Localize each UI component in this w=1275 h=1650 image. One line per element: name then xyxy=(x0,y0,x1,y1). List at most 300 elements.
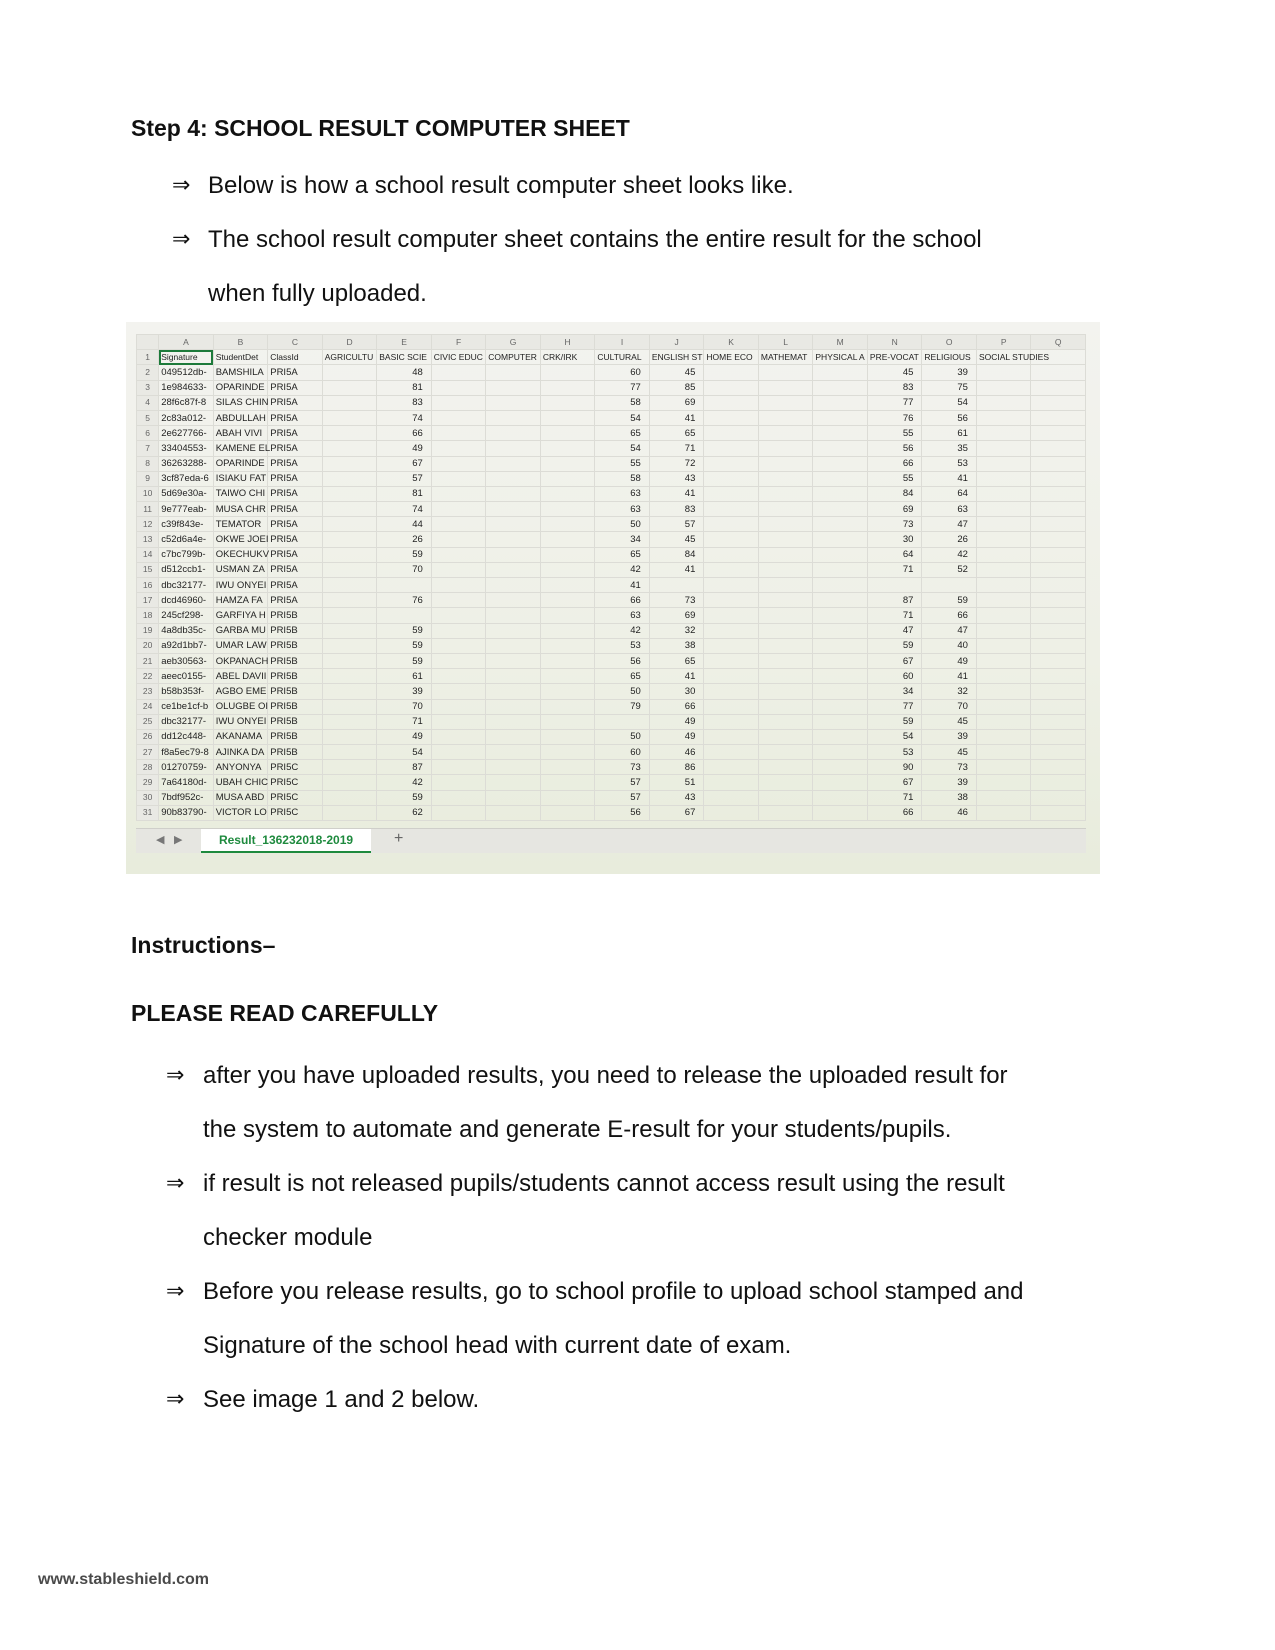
sheet-cell[interactable] xyxy=(704,638,759,653)
sheet-cell[interactable] xyxy=(704,395,759,410)
sheet-cell[interactable] xyxy=(322,745,377,760)
sheet-cell[interactable] xyxy=(704,562,759,577)
sheet-cell[interactable] xyxy=(540,380,595,395)
sheet-cell[interactable] xyxy=(322,578,377,593)
column-letter[interactable] xyxy=(137,335,159,350)
sheet-cell[interactable] xyxy=(322,395,377,410)
sheet-cell[interactable]: 54 xyxy=(867,729,922,744)
sheet-cell[interactable]: 67 xyxy=(649,805,704,820)
sheet-cell[interactable]: 39 xyxy=(377,684,432,699)
sheet-cell[interactable] xyxy=(322,684,377,699)
sheet-cell[interactable]: 41 xyxy=(595,578,650,593)
sheet-cell[interactable]: 5d69e30a- xyxy=(159,486,214,501)
sheet-cell[interactable] xyxy=(813,684,868,699)
row-number[interactable]: 6 xyxy=(137,426,159,441)
sheet-cell[interactable] xyxy=(540,593,595,608)
next-sheet-icon[interactable]: ▶ xyxy=(174,834,183,846)
sheet-cell[interactable] xyxy=(540,623,595,638)
sheet-cell[interactable]: 57 xyxy=(595,775,650,790)
sheet-cell[interactable] xyxy=(813,699,868,714)
sheet-cell[interactable] xyxy=(431,517,486,532)
sheet-cell[interactable] xyxy=(431,684,486,699)
sheet-cell[interactable] xyxy=(813,410,868,425)
sheet-cell[interactable]: 49 xyxy=(649,729,704,744)
sheet-cell[interactable] xyxy=(322,517,377,532)
sheet-cell[interactable] xyxy=(431,745,486,760)
sheet-cell[interactable]: OPARINDE xyxy=(213,456,268,471)
column-letter[interactable]: Q xyxy=(1031,335,1086,350)
sheet-cell[interactable]: AKANAMA xyxy=(213,729,268,744)
sheet-cell[interactable]: MUSA CHR xyxy=(213,502,268,517)
sheet-cell[interactable] xyxy=(431,714,486,729)
column-letter[interactable]: L xyxy=(758,335,813,350)
sheet-cell[interactable] xyxy=(540,608,595,623)
sheet-cell[interactable] xyxy=(322,486,377,501)
sheet-cell[interactable] xyxy=(1031,805,1086,820)
sheet-cell[interactable]: PRI5A xyxy=(268,365,323,380)
sheet-cell[interactable]: 71 xyxy=(867,608,922,623)
row-number[interactable]: 11 xyxy=(137,502,159,517)
sheet-cell[interactable]: c7bc799b- xyxy=(159,547,214,562)
sheet-cell[interactable]: 54 xyxy=(377,745,432,760)
sheet-cell[interactable] xyxy=(431,502,486,517)
sheet-cell[interactable] xyxy=(486,380,541,395)
sheet-cell[interactable]: PRI5A xyxy=(268,456,323,471)
sheet-cell[interactable]: PRI5A xyxy=(268,426,323,441)
sheet-cell[interactable] xyxy=(431,623,486,638)
sheet-cell[interactable]: 74 xyxy=(377,410,432,425)
sheet-cell[interactable] xyxy=(1031,638,1086,653)
sheet-cell[interactable] xyxy=(486,653,541,668)
sheet-cell[interactable] xyxy=(1031,426,1086,441)
sheet-cell[interactable] xyxy=(540,456,595,471)
sheet-cell[interactable] xyxy=(976,502,1031,517)
sheet-cell[interactable] xyxy=(431,790,486,805)
sheet-cell[interactable] xyxy=(540,486,595,501)
sheet-cell[interactable]: 56 xyxy=(922,410,977,425)
sheet-cell[interactable] xyxy=(431,805,486,820)
sheet-cell[interactable]: 30 xyxy=(867,532,922,547)
sheet-cell[interactable] xyxy=(486,593,541,608)
sheet-cell[interactable] xyxy=(540,547,595,562)
sheet-cell[interactable] xyxy=(1031,532,1086,547)
sheet-tab-result[interactable]: Result_136232018-2019 xyxy=(201,829,371,853)
sheet-cell[interactable]: PHYSICAL A xyxy=(813,350,868,365)
sheet-cell[interactable] xyxy=(758,669,813,684)
sheet-cell[interactable] xyxy=(758,426,813,441)
sheet-cell[interactable]: 45 xyxy=(922,714,977,729)
sheet-cell[interactable]: PRI5B xyxy=(268,714,323,729)
sheet-cell[interactable]: 65 xyxy=(595,669,650,684)
sheet-cell[interactable] xyxy=(486,365,541,380)
sheet-cell[interactable] xyxy=(540,745,595,760)
sheet-cell[interactable]: CIVIC EDUC xyxy=(431,350,486,365)
sheet-cell[interactable]: 2c83a012- xyxy=(159,410,214,425)
sheet-cell[interactable]: IWU ONYEI xyxy=(213,714,268,729)
sheet-cell[interactable] xyxy=(540,426,595,441)
sheet-cell[interactable]: StudentDet xyxy=(213,350,268,365)
sheet-cell[interactable]: 83 xyxy=(649,502,704,517)
sheet-cell[interactable] xyxy=(540,775,595,790)
sheet-cell[interactable]: 57 xyxy=(595,790,650,805)
sheet-cell[interactable]: CULTURAL xyxy=(595,350,650,365)
sheet-cell[interactable]: dcd46960- xyxy=(159,593,214,608)
row-number[interactable]: 23 xyxy=(137,684,159,699)
sheet-cell[interactable] xyxy=(813,593,868,608)
sheet-cell[interactable] xyxy=(431,578,486,593)
sheet-cell[interactable]: 40 xyxy=(922,638,977,653)
row-number[interactable]: 5 xyxy=(137,410,159,425)
sheet-cell[interactable]: 3cf87eda-6 xyxy=(159,471,214,486)
sheet-cell[interactable] xyxy=(322,669,377,684)
sheet-cell[interactable] xyxy=(813,760,868,775)
sheet-cell[interactable] xyxy=(1031,365,1086,380)
sheet-cell[interactable] xyxy=(322,760,377,775)
sheet-cell[interactable] xyxy=(486,745,541,760)
sheet-cell[interactable] xyxy=(486,775,541,790)
sheet-cell[interactable] xyxy=(758,775,813,790)
sheet-cell[interactable]: PRI5A xyxy=(268,547,323,562)
sheet-cell[interactable] xyxy=(540,562,595,577)
row-number[interactable]: 26 xyxy=(137,729,159,744)
sheet-cell[interactable]: 30 xyxy=(649,684,704,699)
sheet-cell[interactable] xyxy=(322,729,377,744)
sheet-cell[interactable] xyxy=(431,699,486,714)
sheet-cell[interactable] xyxy=(540,714,595,729)
row-number[interactable]: 13 xyxy=(137,532,159,547)
sheet-cell[interactable]: 45 xyxy=(649,365,704,380)
sheet-cell[interactable] xyxy=(322,456,377,471)
sheet-cell[interactable] xyxy=(377,608,432,623)
sheet-cell[interactable] xyxy=(1031,623,1086,638)
sheet-cell[interactable]: KAMENE EL xyxy=(213,441,268,456)
sheet-cell[interactable] xyxy=(486,456,541,471)
sheet-cell[interactable]: 44 xyxy=(377,517,432,532)
sheet-cell[interactable] xyxy=(976,653,1031,668)
sheet-cell[interactable] xyxy=(976,426,1031,441)
sheet-cell[interactable]: 42 xyxy=(377,775,432,790)
sheet-cell[interactable] xyxy=(1031,578,1086,593)
add-sheet-icon[interactable]: + xyxy=(394,830,404,847)
row-number[interactable]: 28 xyxy=(137,760,159,775)
sheet-cell[interactable] xyxy=(431,653,486,668)
sheet-cell[interactable] xyxy=(322,775,377,790)
sheet-cell[interactable] xyxy=(486,562,541,577)
sheet-cell[interactable] xyxy=(431,638,486,653)
sheet-cell[interactable]: ENGLISH ST xyxy=(649,350,704,365)
sheet-cell[interactable]: 49 xyxy=(377,729,432,744)
column-letter[interactable]: A xyxy=(159,335,214,350)
sheet-cell[interactable] xyxy=(976,365,1031,380)
sheet-cell[interactable]: PRI5A xyxy=(268,578,323,593)
sheet-cell[interactable] xyxy=(322,593,377,608)
sheet-cell[interactable] xyxy=(813,714,868,729)
sheet-cell[interactable]: dbc32177- xyxy=(159,714,214,729)
sheet-cell[interactable]: 64 xyxy=(867,547,922,562)
sheet-cell[interactable] xyxy=(704,486,759,501)
sheet-cell[interactable]: 75 xyxy=(922,380,977,395)
sheet-cell[interactable] xyxy=(486,760,541,775)
row-number[interactable]: 4 xyxy=(137,395,159,410)
sheet-cell[interactable] xyxy=(540,684,595,699)
sheet-cell[interactable]: 59 xyxy=(377,623,432,638)
row-number[interactable]: 20 xyxy=(137,638,159,653)
sheet-cell[interactable] xyxy=(486,699,541,714)
sheet-cell[interactable]: UBAH CHIC xyxy=(213,775,268,790)
sheet-cell[interactable] xyxy=(649,578,704,593)
sheet-cell[interactable]: 74 xyxy=(377,502,432,517)
sheet-cell[interactable] xyxy=(322,547,377,562)
sheet-cell[interactable]: CRK/IRK xyxy=(540,350,595,365)
sheet-cell[interactable]: 62 xyxy=(377,805,432,820)
row-number[interactable]: 19 xyxy=(137,623,159,638)
sheet-cell[interactable] xyxy=(813,805,868,820)
sheet-cell[interactable]: 45 xyxy=(649,532,704,547)
sheet-cell[interactable] xyxy=(486,623,541,638)
sheet-cell[interactable]: VICTOR LO xyxy=(213,805,268,820)
sheet-cell[interactable] xyxy=(595,714,650,729)
sheet-cell[interactable]: OKWE JOEI xyxy=(213,532,268,547)
sheet-cell[interactable]: GARBA MU xyxy=(213,623,268,638)
sheet-cell[interactable] xyxy=(322,699,377,714)
sheet-cell[interactable]: 66 xyxy=(867,805,922,820)
sheet-cell[interactable]: 49 xyxy=(377,441,432,456)
sheet-cell[interactable] xyxy=(758,593,813,608)
sheet-cell[interactable] xyxy=(1031,456,1086,471)
sheet-cell[interactable] xyxy=(813,775,868,790)
sheet-cell[interactable] xyxy=(758,745,813,760)
sheet-cell[interactable]: 83 xyxy=(377,395,432,410)
sheet-cell[interactable]: ce1be1cf-b xyxy=(159,699,214,714)
sheet-cell[interactable]: 73 xyxy=(922,760,977,775)
sheet-cell[interactable]: 47 xyxy=(867,623,922,638)
sheet-cell[interactable] xyxy=(431,775,486,790)
sheet-cell[interactable]: 87 xyxy=(867,593,922,608)
sheet-cell[interactable]: ISIAKU FAT xyxy=(213,471,268,486)
row-number[interactable]: 8 xyxy=(137,456,159,471)
sheet-cell[interactable]: PRI5C xyxy=(268,760,323,775)
sheet-cell[interactable]: BASIC SCIE xyxy=(377,350,432,365)
sheet-cell[interactable]: 55 xyxy=(867,471,922,486)
sheet-cell[interactable]: 41 xyxy=(922,669,977,684)
sheet-cell[interactable]: 76 xyxy=(377,593,432,608)
sheet-cell[interactable] xyxy=(1031,745,1086,760)
sheet-cell[interactable] xyxy=(704,426,759,441)
sheet-cell[interactable]: 28f6c87f-8 xyxy=(159,395,214,410)
sheet-cell[interactable] xyxy=(486,441,541,456)
sheet-cell[interactable]: 49 xyxy=(922,653,977,668)
sheet-cell[interactable]: PRI5A xyxy=(268,486,323,501)
sheet-cell[interactable]: PRI5A xyxy=(268,593,323,608)
sheet-cell[interactable]: 01270759- xyxy=(159,760,214,775)
sheet-cell[interactable] xyxy=(976,775,1031,790)
sheet-cell[interactable] xyxy=(976,805,1031,820)
row-number[interactable]: 2 xyxy=(137,365,159,380)
sheet-cell[interactable] xyxy=(758,805,813,820)
sheet-cell[interactable] xyxy=(431,760,486,775)
sheet-cell[interactable]: 54 xyxy=(922,395,977,410)
sheet-cell[interactable]: 71 xyxy=(867,790,922,805)
sheet-cell[interactable]: 43 xyxy=(649,471,704,486)
sheet-cell[interactable]: 45 xyxy=(867,365,922,380)
sheet-cell[interactable] xyxy=(1031,714,1086,729)
sheet-cell[interactable]: PRE-VOCAT xyxy=(867,350,922,365)
sheet-cell[interactable] xyxy=(1031,699,1086,714)
sheet-cell[interactable]: PRI5B xyxy=(268,699,323,714)
row-number[interactable]: 16 xyxy=(137,578,159,593)
previous-sheet-icon[interactable]: ◀ xyxy=(156,834,165,846)
sheet-cell[interactable]: PRI5A xyxy=(268,471,323,486)
sheet-cell[interactable] xyxy=(704,593,759,608)
sheet-cell[interactable]: 90b83790- xyxy=(159,805,214,820)
sheet-cell[interactable] xyxy=(813,653,868,668)
sheet-cell[interactable] xyxy=(431,729,486,744)
sheet-cell[interactable] xyxy=(704,502,759,517)
sheet-cell[interactable] xyxy=(976,714,1031,729)
sheet-cell[interactable]: dbc32177- xyxy=(159,578,214,593)
sheet-cell[interactable] xyxy=(540,410,595,425)
sheet-cell[interactable] xyxy=(486,805,541,820)
sheet-cell[interactable]: 57 xyxy=(377,471,432,486)
sheet-cell[interactable]: PRI5A xyxy=(268,380,323,395)
sheet-cell[interactable]: 70 xyxy=(922,699,977,714)
sheet-cell[interactable]: 72 xyxy=(649,456,704,471)
row-number[interactable]: 17 xyxy=(137,593,159,608)
sheet-cell[interactable] xyxy=(540,578,595,593)
sheet-cell[interactable]: c39f843e- xyxy=(159,517,214,532)
sheet-cell[interactable]: 63 xyxy=(595,608,650,623)
sheet-cell[interactable]: 53 xyxy=(922,456,977,471)
sheet-cell[interactable]: PRI5A xyxy=(268,532,323,547)
sheet-cell[interactable]: 46 xyxy=(649,745,704,760)
sheet-cell[interactable] xyxy=(758,714,813,729)
sheet-cell[interactable]: 73 xyxy=(867,517,922,532)
sheet-cell[interactable]: 69 xyxy=(649,395,704,410)
sheet-cell[interactable]: 61 xyxy=(922,426,977,441)
sheet-cell[interactable] xyxy=(322,608,377,623)
column-letter[interactable]: N xyxy=(867,335,922,350)
sheet-cell[interactable] xyxy=(704,775,759,790)
sheet-cell[interactable] xyxy=(758,684,813,699)
sheet-cell[interactable]: 35 xyxy=(922,441,977,456)
sheet-cell[interactable] xyxy=(1031,790,1086,805)
sheet-cell[interactable]: 65 xyxy=(649,653,704,668)
sheet-cell[interactable]: OPARINDE xyxy=(213,380,268,395)
sheet-cell[interactable] xyxy=(431,547,486,562)
sheet-cell[interactable] xyxy=(976,593,1031,608)
sheet-cell[interactable]: 69 xyxy=(649,608,704,623)
sheet-cell[interactable]: 34 xyxy=(595,532,650,547)
sheet-cell[interactable] xyxy=(758,380,813,395)
sheet-cell[interactable]: OKECHUKV xyxy=(213,547,268,562)
sheet-cell[interactable]: 26 xyxy=(377,532,432,547)
sheet-cell[interactable] xyxy=(486,547,541,562)
sheet-cell[interactable] xyxy=(976,608,1031,623)
sheet-cell[interactable]: HAMZA FA xyxy=(213,593,268,608)
sheet-cell[interactable] xyxy=(758,638,813,653)
sheet-cell[interactable] xyxy=(813,441,868,456)
sheet-cell[interactable]: 59 xyxy=(922,593,977,608)
sheet-cell[interactable] xyxy=(758,699,813,714)
sheet-cell[interactable] xyxy=(1031,653,1086,668)
sheet-cell[interactable]: 58 xyxy=(595,395,650,410)
sheet-cell[interactable] xyxy=(540,502,595,517)
sheet-cell[interactable]: 049512db- xyxy=(159,365,214,380)
sheet-cell[interactable] xyxy=(758,547,813,562)
sheet-cell[interactable]: PRI5B xyxy=(268,653,323,668)
sheet-cell[interactable] xyxy=(540,532,595,547)
sheet-cell[interactable] xyxy=(976,669,1031,684)
sheet-cell[interactable]: 4a8db35c- xyxy=(159,623,214,638)
sheet-cell[interactable] xyxy=(322,426,377,441)
sheet-cell[interactable]: 38 xyxy=(649,638,704,653)
sheet-cell[interactable] xyxy=(486,578,541,593)
sheet-cell[interactable]: 73 xyxy=(595,760,650,775)
sheet-cell[interactable]: 63 xyxy=(595,486,650,501)
sheet-cell[interactable] xyxy=(431,365,486,380)
sheet-cell[interactable] xyxy=(322,790,377,805)
sheet-cell[interactable]: 41 xyxy=(649,669,704,684)
sheet-cell[interactable] xyxy=(704,790,759,805)
sheet-cell[interactable]: 61 xyxy=(377,669,432,684)
sheet-cell[interactable] xyxy=(704,578,759,593)
sheet-cell[interactable]: 42 xyxy=(922,547,977,562)
sheet-cell[interactable]: 1e984633- xyxy=(159,380,214,395)
sheet-cell[interactable] xyxy=(486,729,541,744)
sheet-cell[interactable] xyxy=(704,547,759,562)
sheet-cell[interactable] xyxy=(322,714,377,729)
sheet-cell[interactable] xyxy=(1031,395,1086,410)
sheet-cell[interactable] xyxy=(813,365,868,380)
sheet-cell[interactable]: 60 xyxy=(595,745,650,760)
sheet-cell[interactable]: 42 xyxy=(595,562,650,577)
sheet-cell[interactable] xyxy=(1031,729,1086,744)
sheet-cell[interactable]: aeec0155- xyxy=(159,669,214,684)
sheet-cell[interactable] xyxy=(322,623,377,638)
column-letter[interactable]: O xyxy=(922,335,977,350)
sheet-cell[interactable] xyxy=(486,669,541,684)
sheet-cell[interactable]: IWU ONYEI xyxy=(213,578,268,593)
sheet-cell[interactable] xyxy=(704,441,759,456)
sheet-cell[interactable] xyxy=(976,578,1031,593)
sheet-cell[interactable]: OLUGBE OI xyxy=(213,699,268,714)
sheet-cell[interactable] xyxy=(704,684,759,699)
sheet-cell[interactable] xyxy=(1031,471,1086,486)
sheet-cell[interactable] xyxy=(1031,562,1086,577)
sheet-cell[interactable] xyxy=(813,486,868,501)
sheet-cell[interactable]: 7a64180d- xyxy=(159,775,214,790)
sheet-cell[interactable]: 57 xyxy=(649,517,704,532)
sheet-cell[interactable]: d512ccb1- xyxy=(159,562,214,577)
sheet-cell[interactable] xyxy=(976,532,1031,547)
sheet-cell[interactable] xyxy=(322,380,377,395)
sheet-cell[interactable] xyxy=(758,562,813,577)
sheet-cell[interactable]: PRI5B xyxy=(268,669,323,684)
sheet-cell[interactable] xyxy=(976,684,1031,699)
sheet-cell[interactable] xyxy=(704,456,759,471)
sheet-cell[interactable] xyxy=(431,441,486,456)
sheet-cell[interactable] xyxy=(486,790,541,805)
sheet-cell[interactable] xyxy=(813,562,868,577)
sheet-cell[interactable]: PRI5C xyxy=(268,805,323,820)
sheet-cell[interactable]: MATHEMAT xyxy=(758,350,813,365)
sheet-cell[interactable] xyxy=(486,410,541,425)
sheet-cell[interactable]: PRI5A xyxy=(268,562,323,577)
sheet-cell[interactable] xyxy=(431,669,486,684)
sheet-cell[interactable]: TAIWO CHI xyxy=(213,486,268,501)
sheet-cell[interactable] xyxy=(867,578,922,593)
sheet-cell[interactable] xyxy=(813,395,868,410)
